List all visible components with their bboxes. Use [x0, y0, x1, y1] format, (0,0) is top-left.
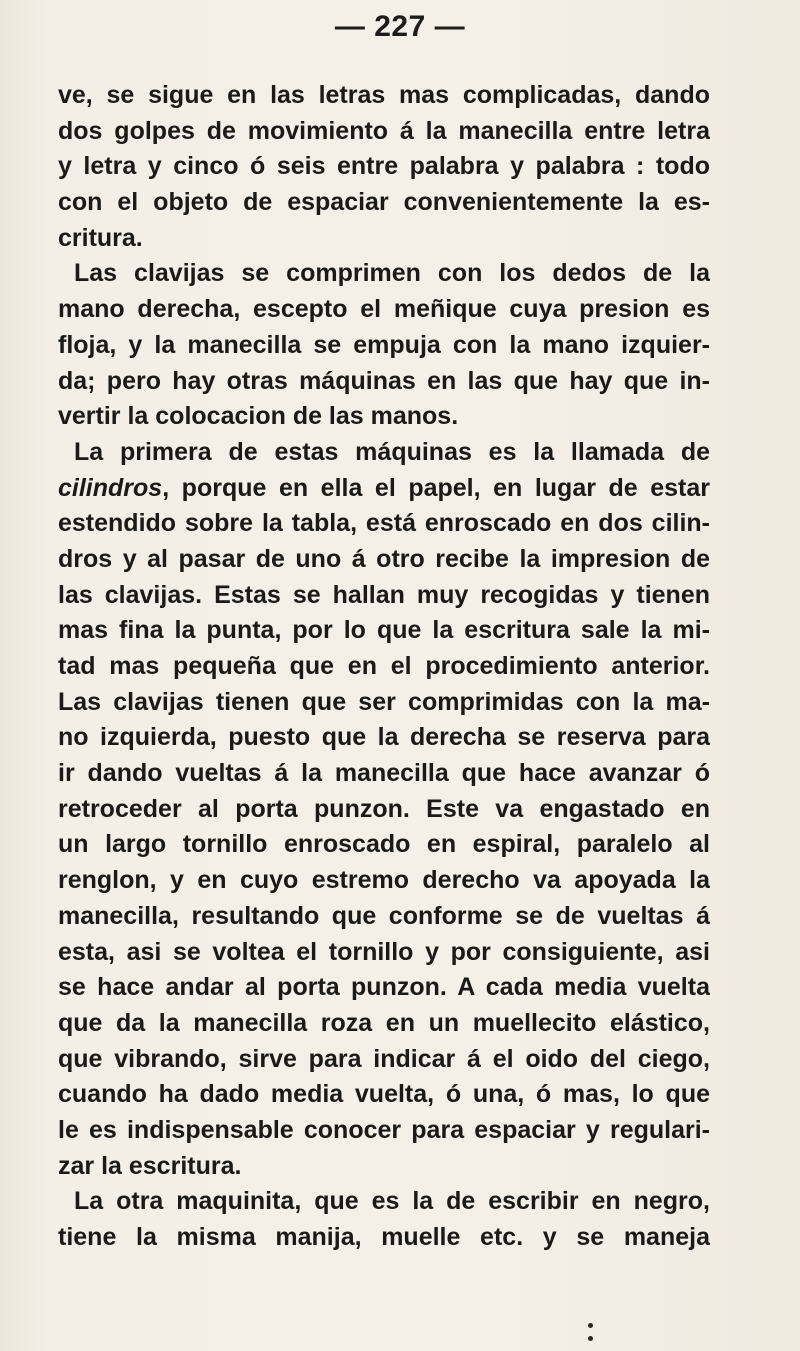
text-line: vertir la colocacion de las manos. — [58, 402, 459, 431]
text-line: que vibrando, sirve para indicar á el oido del ciego, — [58, 1044, 710, 1073]
text-line: ir dando vueltas á la manecilla que hace avanzar ó — [58, 759, 710, 788]
text-line: mano derecha, escepto el meñique cuya presion es — [58, 295, 710, 324]
text-line: le es indispensable conocer para espaciar y regulari- — [58, 1115, 710, 1144]
text-line: La primera de estas máquinas es la llamada de — [74, 437, 710, 466]
text-line: ve, se sigue en las letras mas complicadas, dando — [58, 81, 710, 109]
text-line: cilindros, porque en ella el papel, en lugar de estar — [58, 473, 710, 502]
text-line: Las clavijas se comprimen con los dedos de la — [74, 259, 710, 288]
text-line: dros y al pasar de uno á otro recibe la impresion de — [58, 544, 710, 573]
text-line: no izquierda, puesto que la derecha se reserva para — [58, 723, 710, 752]
bottom-marks — [588, 1319, 594, 1347]
text-line: tiene la misma manija, muelle etc. y se maneja — [58, 1223, 710, 1251]
text-line: esta, asi se voltea el tornillo y por consiguiente, asi — [58, 937, 710, 966]
text-line: da; pero hay otras máquinas en las que hay que in- — [58, 366, 710, 395]
text-line: que da la manecilla roza en un muellecito elástico, — [58, 1008, 710, 1037]
text-line: Las clavijas tienen que ser comprimidas con la ma- — [58, 687, 710, 716]
text-line: dos golpes de movimiento á la manecilla entre letra — [58, 116, 710, 145]
text-line: zar la escritura. — [58, 1151, 242, 1180]
text-line: un largo tornillo enroscado en espiral, paralelo al — [58, 830, 710, 859]
text-line: las clavijas. Estas se hallan muy recogidas y tienen — [58, 580, 710, 609]
text-line: y letra y cinco ó seis entre palabra y palabra : todo — [58, 152, 710, 181]
text-line: mas fina la punta, por lo que la escritura sale la mi- — [58, 616, 710, 645]
text-line: La otra maquinita, que es la de escribir en negro, — [74, 1187, 710, 1216]
text-line: estendido sobre la tabla, está enroscado en dos cilin- — [58, 509, 710, 538]
text-line: critura. — [58, 223, 143, 252]
text-line: floja, y la manecilla se empuja con la mano izquier- — [58, 330, 710, 359]
body-text — [58, 78, 710, 1256]
mark-dot — [588, 1323, 593, 1328]
text-line: renglon, y en cuyo estremo derecho va apoyada la — [58, 866, 710, 895]
text-line: tad mas pequeña que en el procedimiento anterior. — [58, 652, 710, 680]
text-line: cuando ha dado media vuelta, ó una, ó mas, lo que — [58, 1080, 710, 1109]
text-line: retroceder al porta punzon. Este va engastado en — [58, 794, 710, 823]
text-line: manecilla, resultando que conforme se de vueltas á — [58, 901, 710, 930]
text-line: se hace andar al porta punzon. A cada media vuelta — [58, 973, 710, 1002]
mark-dot — [588, 1336, 593, 1341]
page-number: — 227 — — [334, 10, 466, 43]
text-line: con el objeto de espaciar convenientemente la es- — [58, 188, 710, 217]
